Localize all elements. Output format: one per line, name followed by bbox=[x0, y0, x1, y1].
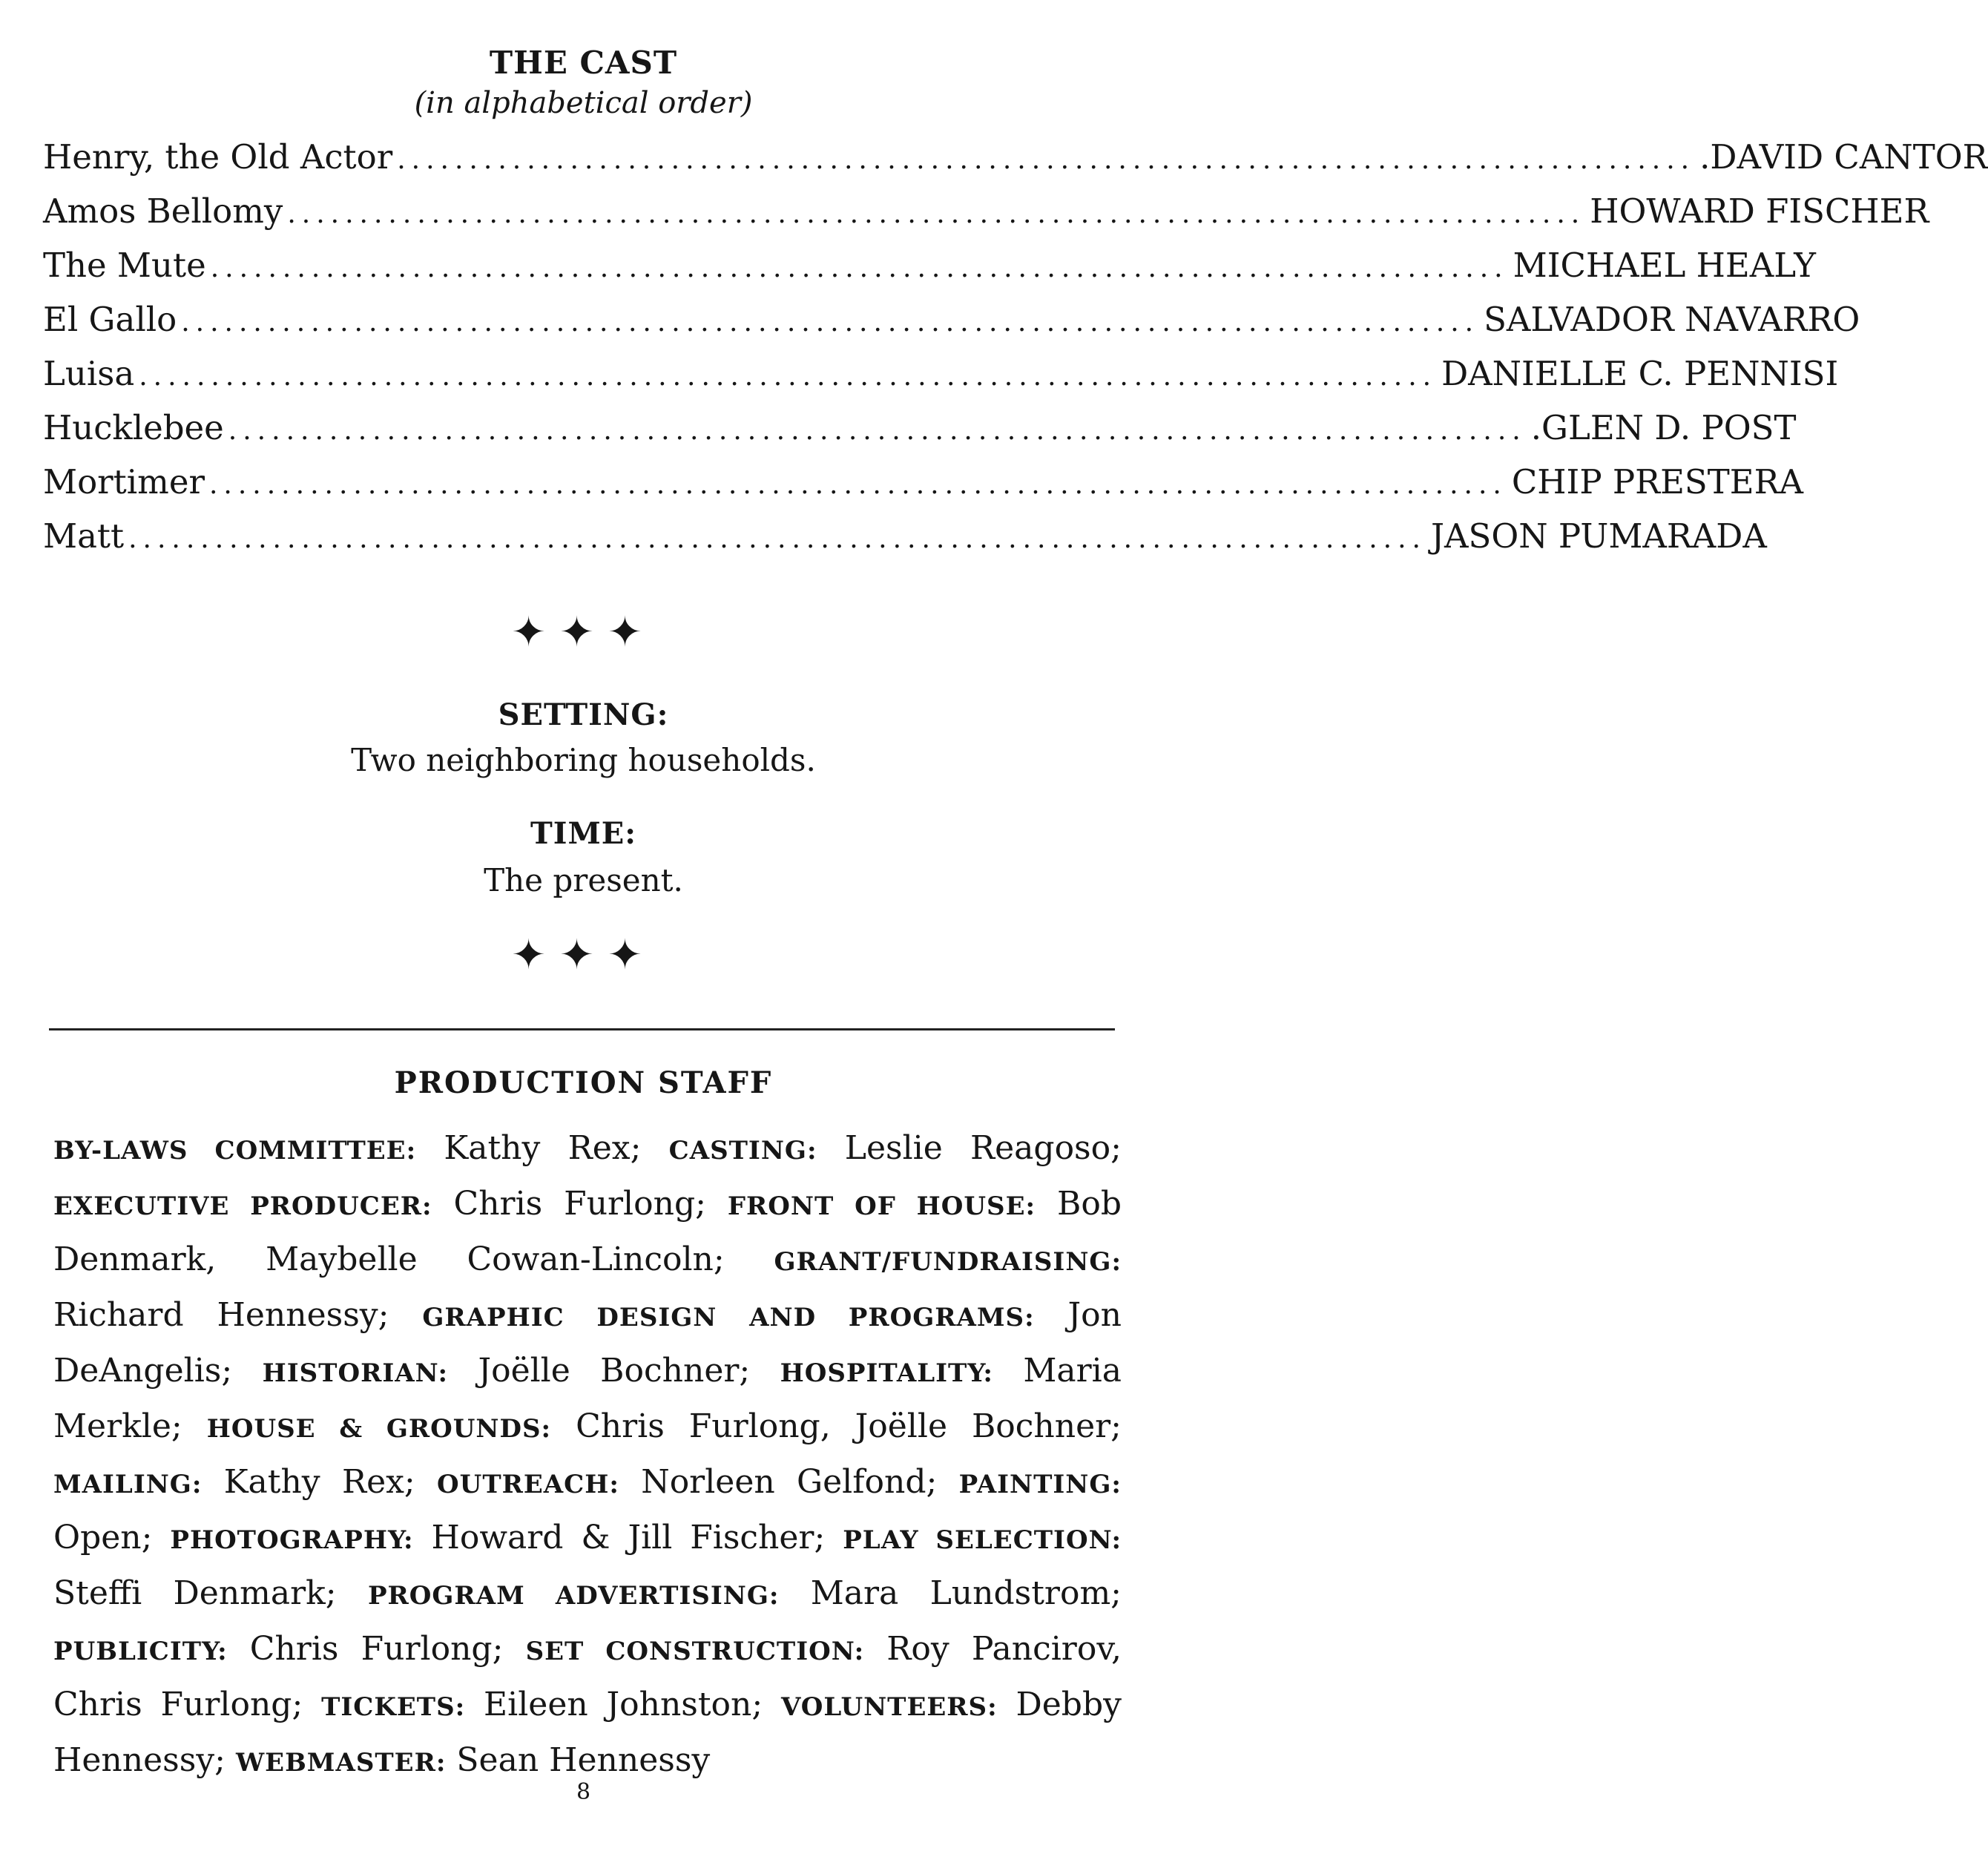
staff-names: Eileen Johnston; bbox=[484, 1686, 763, 1723]
staff-role: GRAPHIC DESIGN AND PROGRAMS: bbox=[422, 1303, 1035, 1332]
staff-names: Kathy Rex; bbox=[444, 1129, 642, 1167]
staff-names: Mara Lundstrom; bbox=[810, 1574, 1122, 1612]
staff-names: Howard & Jill Fischer; bbox=[431, 1519, 826, 1556]
staff-names: Joëlle Bochner; bbox=[478, 1352, 751, 1390]
staff-role: PAINTING: bbox=[958, 1470, 1122, 1499]
staff-role: OUTREACH: bbox=[437, 1470, 619, 1499]
cast-role: Mortimer bbox=[43, 462, 205, 502]
staff-names: Bob Denmark, Maybelle Cowan-Lincoln; bbox=[53, 1185, 1122, 1278]
dot-leader: .......................................................................................... bbox=[181, 307, 1480, 338]
cast-row bbox=[43, 455, 1803, 509]
cast-actor: .GLEN D. POST bbox=[1530, 408, 1797, 447]
staff-role: EXECUTIVE PRODUCER: bbox=[53, 1191, 432, 1221]
staff-names: Steffi Denmark; bbox=[53, 1574, 337, 1612]
staff-names: Debby Hennessy; bbox=[53, 1686, 1122, 1779]
cast-actor: HOWARD FISCHER bbox=[1590, 191, 1929, 231]
staff-role: GRANT/FUNDRAISING: bbox=[774, 1247, 1122, 1277]
cast-role: El Gallo bbox=[43, 300, 177, 339]
staff-role: PUBLICITY: bbox=[53, 1637, 228, 1666]
star-ornament-icon: ✦✦✦ bbox=[511, 931, 656, 979]
cast-row bbox=[43, 401, 1797, 455]
time-value: The present. bbox=[484, 862, 683, 898]
staff-names: Open; bbox=[53, 1519, 153, 1556]
cast-row bbox=[43, 346, 1839, 401]
cast-row bbox=[43, 184, 1929, 238]
dot-leader: .......................................................................................... bbox=[208, 470, 1507, 500]
cast-role: The Mute bbox=[43, 246, 206, 285]
time-label: TIME: bbox=[530, 816, 636, 851]
staff-role: HOSPITALITY: bbox=[780, 1358, 993, 1388]
cast-list bbox=[43, 130, 1988, 563]
setting-label: SETTING: bbox=[498, 697, 669, 732]
staff-names: Leslie Reagoso; bbox=[844, 1129, 1122, 1167]
cast-row bbox=[43, 238, 1816, 292]
cast-actor: .DAVID CANTOR bbox=[1699, 137, 1988, 177]
cast-row bbox=[43, 509, 1767, 563]
cast-row bbox=[43, 292, 1860, 346]
staff-names: Chris Furlong; bbox=[453, 1185, 706, 1223]
staff-role: HISTORIAN: bbox=[262, 1358, 449, 1388]
staff-names: Kathy Rex; bbox=[223, 1463, 415, 1501]
staff-role: TICKETS: bbox=[321, 1692, 466, 1722]
staff-names: Chris Furlong; bbox=[249, 1630, 504, 1668]
staff-paragraph bbox=[53, 1122, 1122, 1789]
star-ornament-icon: ✦✦✦ bbox=[511, 608, 656, 657]
page-number: 8 bbox=[576, 1779, 591, 1805]
staff-names: Sean Hennessy bbox=[456, 1741, 711, 1779]
staff-role: PROGRAM ADVERTISING: bbox=[367, 1581, 780, 1611]
staff-role: MAILING: bbox=[53, 1470, 203, 1499]
staff-names: Chris Furlong, Joëlle Bochner; bbox=[576, 1407, 1122, 1445]
cast-role: Matt bbox=[43, 516, 125, 556]
staff-names: Jon DeAngelis; bbox=[53, 1296, 1122, 1390]
staff-role: FRONT OF HOUSE: bbox=[727, 1191, 1036, 1221]
divider bbox=[49, 1028, 1115, 1030]
staff-role: PLAY SELECTION: bbox=[843, 1525, 1122, 1555]
dot-leader: .......................................................................................... bbox=[128, 524, 1426, 554]
cast-role: Henry, the Old Actor bbox=[43, 137, 393, 177]
cast-actor: MICHAEL HEALY bbox=[1513, 246, 1816, 285]
cast-actor: CHIP PRESTERA bbox=[1511, 462, 1803, 502]
cast-subheading: (in alphabetical order) bbox=[414, 86, 753, 120]
staff-names: Maria Merkle; bbox=[53, 1352, 1122, 1445]
staff-heading: PRODUCTION STAFF bbox=[394, 1065, 773, 1100]
cast-actor: JASON PUMARADA bbox=[1430, 516, 1767, 556]
cast-role: Hucklebee bbox=[43, 408, 224, 447]
dot-leader: .......................................................................................... bbox=[139, 361, 1438, 392]
staff-role: WEBMASTER: bbox=[235, 1748, 447, 1778]
cast-actor: DANIELLE C. PENNISI bbox=[1441, 354, 1839, 393]
cast-actor: SALVADOR NAVARRO bbox=[1484, 300, 1860, 339]
setting-value: Two neighboring households. bbox=[351, 742, 816, 778]
staff-names: Norleen Gelfond; bbox=[641, 1463, 938, 1501]
dot-leader: .......................................................................................... bbox=[228, 415, 1527, 446]
cast-role: Amos Bellomy bbox=[43, 191, 283, 231]
cast-row bbox=[43, 130, 1988, 184]
cast-role: Luisa bbox=[43, 354, 135, 393]
staff-role: VOLUNTEERS: bbox=[781, 1692, 998, 1722]
staff-role: BY-LAWS COMMITTEE: bbox=[53, 1136, 417, 1166]
dot-leader: .......................................................................................... bbox=[397, 145, 1696, 175]
staff-role: HOUSE & GROUNDS: bbox=[206, 1414, 552, 1444]
cast-heading: THE CAST bbox=[489, 45, 678, 81]
staff-names: Roy Pancirov, Chris Furlong; bbox=[53, 1630, 1122, 1723]
staff-names: Richard Hennessy; bbox=[53, 1296, 389, 1334]
dot-leader: .......................................................................................... bbox=[210, 253, 1509, 283]
staff-role: CASTING: bbox=[668, 1136, 817, 1166]
staff-role: SET CONSTRUCTION: bbox=[525, 1637, 865, 1666]
dot-leader: .......................................................................................... bbox=[287, 199, 1586, 229]
staff-role: PHOTOGRAPHY: bbox=[170, 1525, 414, 1555]
